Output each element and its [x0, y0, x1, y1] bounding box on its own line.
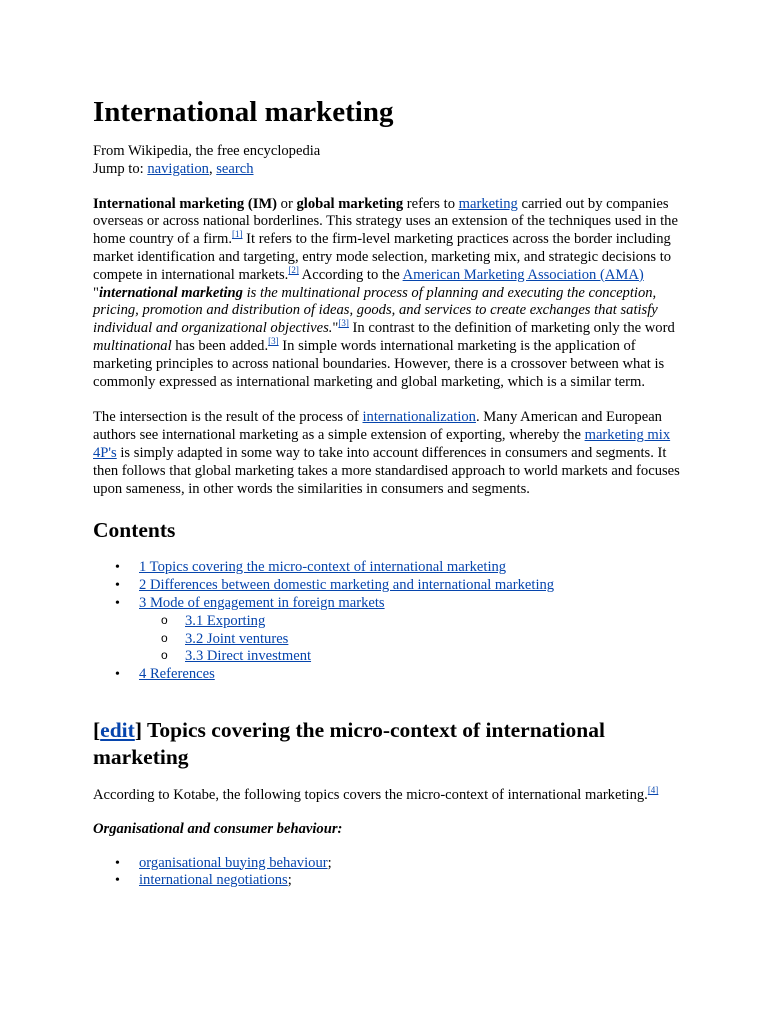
list-item [93, 872, 693, 890]
toc-item [93, 595, 693, 666]
ama-link[interactable]: American Marketing Association (AMA) [402, 266, 644, 283]
site-sub [93, 143, 693, 179]
intro-bold-italic: international marketing [98, 284, 243, 301]
ref-3b-link[interactable]: [3] [268, 336, 279, 347]
toc-item [93, 559, 693, 577]
intro-text: carried out by companies overseas or across national borderlines. This strategy uses an extension of the techniques used in the home country of a firm. [93, 195, 678, 248]
bracket-close: ] [134, 717, 142, 742]
list-item [93, 855, 693, 873]
toc-link-3-2[interactable]: 3.2 Joint ventures [185, 630, 289, 647]
intro-text: It refers to the firm-level marketing practices across the border including market identification and targeting, entry mode selection, marketing mix, and strategic decisions to compete in international markets. [93, 231, 672, 283]
jump-to [93, 161, 693, 179]
ref-1-link[interactable]: [1] [232, 229, 243, 240]
from-line: From Wikipedia, the free encyclopedia [93, 143, 321, 159]
intro-bold-global: global marketing [296, 195, 404, 212]
topic-list [93, 855, 693, 891]
intro-text: refers to [403, 195, 459, 212]
para-text: . Many American and European authors see international marketing as a simple extension of exporting, whereby the [93, 409, 662, 444]
toc-link-3[interactable]: 3 Mode of engagement in foreign markets [139, 594, 385, 611]
subheading: Organisational and consumer behaviour: [93, 820, 343, 837]
toc-item [93, 577, 693, 595]
table-of-contents [93, 559, 693, 684]
jump-navigation-link[interactable]: navigation [147, 160, 209, 177]
toc-link-3-1[interactable]: 3.1 Exporting [185, 612, 266, 629]
buying-behaviour-link[interactable]: organisational buying behaviour [139, 854, 328, 871]
toc-link-4[interactable]: 4 References [139, 666, 215, 683]
4ps-link[interactable]: 4P's [93, 444, 117, 461]
toc-subitem [93, 613, 693, 631]
bracket-open: [ [93, 717, 101, 742]
contents-heading: Contents [93, 518, 176, 543]
section-heading [93, 717, 693, 771]
jump-separator: , [208, 160, 217, 177]
para-text: The intersection is the result of the process of [93, 409, 363, 426]
intro-bold-im: International marketing (IM) [93, 195, 278, 212]
negotiations-link[interactable]: international negotiations [139, 872, 288, 889]
list-suffix: ; [287, 872, 292, 889]
para-text: is simply adapted in some way to take into account differences in consumers and segments. It then follows that global marketing takes a more standardised approach to world markets and focuses upon sameness, in other words the similarities in consumers and segments. [93, 444, 680, 497]
toc-sublist [139, 613, 693, 666]
toc-subitem [93, 648, 693, 666]
toc-link-1[interactable]: 1 Topics covering the micro-context of international marketing [139, 559, 507, 576]
ref-3-link[interactable]: [3] [338, 318, 349, 329]
list-suffix: ; [327, 854, 332, 871]
intro-paragraph [93, 196, 693, 392]
marketing-link[interactable]: marketing [458, 195, 518, 212]
intro-italic-definition: is the multinational process of planning and executing the conception, pricing, promotion and distribution of ideas, goods, and services to create exchanges that satisfy individual and organizational objectives. [93, 284, 658, 337]
intro-text: According to the [298, 266, 403, 283]
intro-text: has been added. [171, 337, 269, 354]
ref-2-link[interactable]: [2] [288, 264, 299, 275]
section-paragraph [93, 787, 693, 805]
ref-4-link[interactable]: [4] [647, 785, 659, 796]
internationalization-link[interactable]: internationalization [362, 409, 476, 426]
intro-italic-multinational: multinational [93, 337, 172, 354]
toc-subitem [93, 631, 693, 649]
marketing-mix-link[interactable]: marketing mix [584, 427, 671, 444]
section-text: According to Kotabe, the following topics covers the micro-context of international marketing. [93, 786, 648, 803]
section-title: Topics covering the micro-context of international marketing [93, 717, 605, 769]
intro-text: or [277, 195, 297, 212]
toc-link-3-3[interactable]: 3.3 Direct investment [185, 648, 312, 665]
intro-text: " [332, 320, 339, 337]
jump-label: Jump to: [93, 160, 148, 177]
intro-text: " [93, 284, 99, 301]
toc-item [93, 666, 693, 684]
edit-link[interactable]: edit [100, 717, 135, 742]
intro-text: In simple words international marketing is the application of marketing principles to across national boundaries. However, there is a crossover between what is commonly expressed as international marketing and global marketing, which is a similar term. [93, 337, 665, 390]
jump-search-link[interactable]: search [216, 160, 254, 177]
intro-text: In contrast to the definition of marketing only the word [348, 320, 675, 337]
page-title: International marketing [93, 96, 394, 128]
toc-link-2[interactable]: 2 Differences between domestic marketing and international marketing [139, 577, 555, 594]
second-paragraph [93, 409, 693, 498]
